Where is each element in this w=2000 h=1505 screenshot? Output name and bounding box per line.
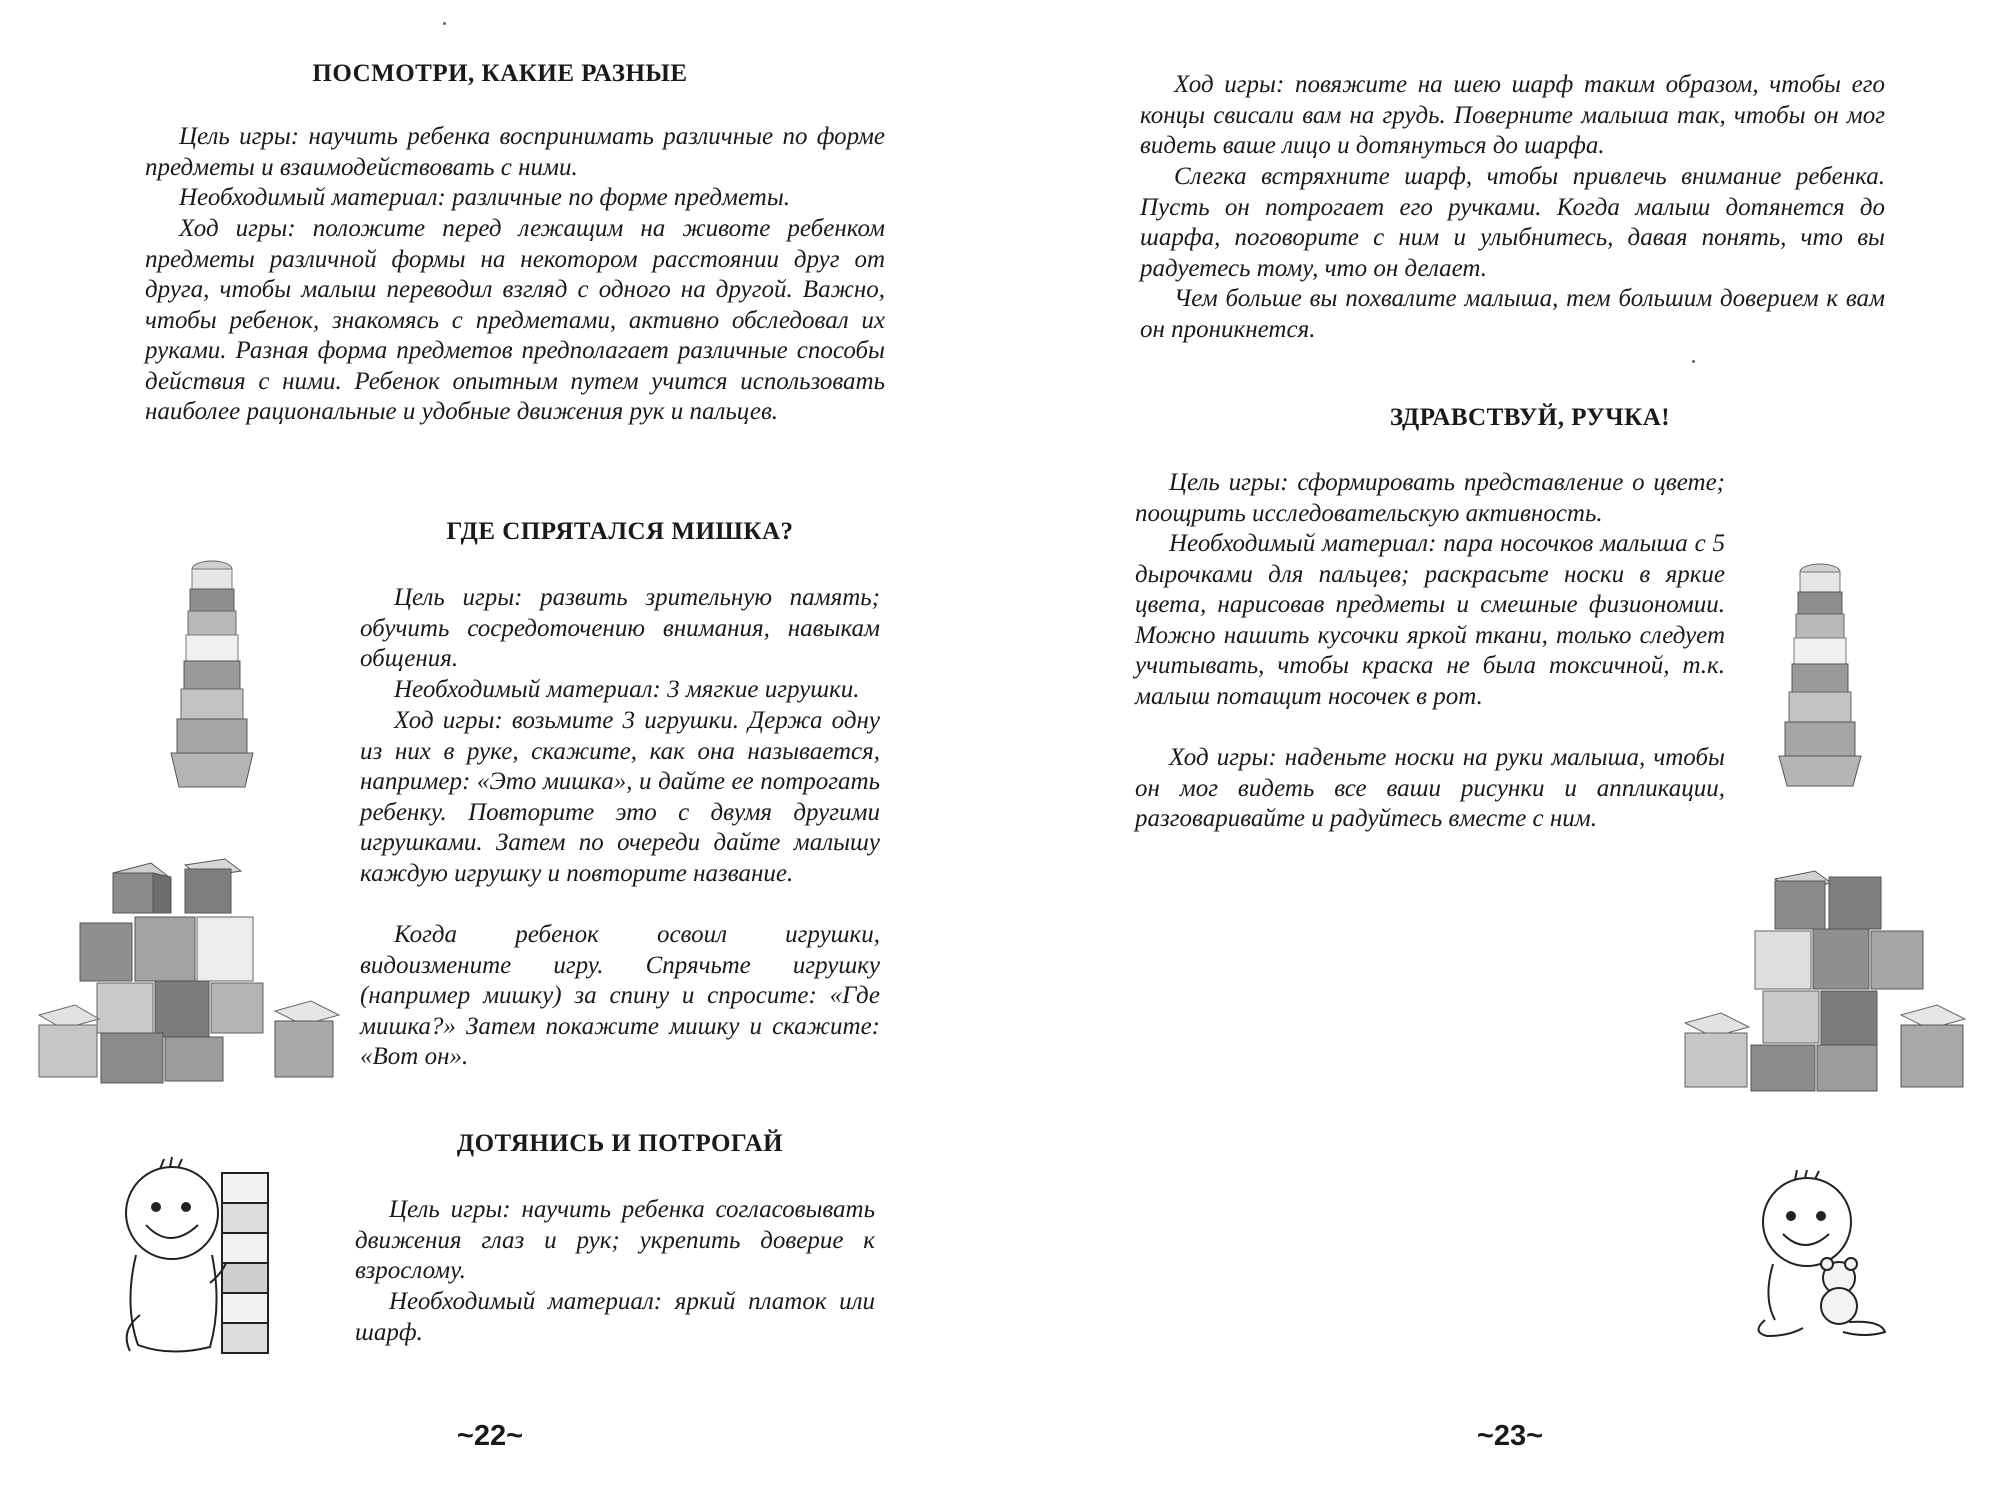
paragraph: Необходимый материал: различные по форме предметы. bbox=[179, 184, 791, 211]
paragraph: Цель игры: научить ребенка согласовывать движения глаз и рук; укрепить доверие к взрослому. bbox=[355, 1196, 875, 1284]
ring-tower-icon bbox=[165, 555, 260, 790]
paragraph: Необходимый материал: пара носочков малыша с 5 дырочками для пальцев; раскрасьте носки в яркие цвета, нарисовав предметы и смешные физиономии. Можно нашить кусочки яркой ткани, только следует учитывать, чтобы краска не была токсичной, т.к. малыш потащит носочек в рот. bbox=[1135, 530, 1725, 710]
section-title-zdravstvuy: ЗДРАВСТВУЙ, РУЧКА! bbox=[1389, 404, 1671, 431]
page-number: ~23~ bbox=[1476, 1420, 1544, 1452]
paragraph: Чем больше вы похвалите малыша, тем большим доверием к вам он проникнется. bbox=[1140, 285, 1885, 343]
paragraph: Необходимый материал: 3 мягкие игрушки. bbox=[394, 676, 860, 703]
paragraph: Когда ребенок освоил игрушки, видоизмените игру. Спрячьте игрушку (например мишку) за спину и спросите: «Где мишка?» Затем покажите мишку и скажите: «Вот он». bbox=[360, 921, 880, 1070]
baby-with-blocks-icon bbox=[110, 1155, 310, 1360]
paragraph: Ход игры: наденьте носки на руки малыша, чтобы он мог видеть все ваши рисунки и аппликации, разговаривайте и радуйтесь вместе с ним. bbox=[1135, 744, 1725, 832]
section-title-gde-mishka: ГДЕ СПРЯТАЛСЯ МИШКА? bbox=[446, 518, 794, 545]
paragraph: Ход игры: возьмите 3 игрушки. Держа одну из них в руке, скажите, как она называется, например: «Это мишка», и дайте ее потрогать ребенку. Повторите это с двумя другими игрушками. Затем по очереди дайте малышу каждую игрушку и повторите название. bbox=[360, 707, 880, 887]
page-number: ~22~ bbox=[456, 1420, 524, 1452]
paragraph: Ход игры: повяжите на шею шарф таким образом, чтобы его концы свисали вам на грудь. Поверните малыша так, чтобы он мог видеть ваше лицо и дотянуться до шарфа. bbox=[1140, 71, 1885, 159]
paragraph: Цель игры: развить зрительную память; обучить сосредоточению внимания, навыкам общения. bbox=[360, 584, 880, 672]
paragraph: Цель игры: научить ребенка воспринимать различные по форме предметы и взаимодействовать с ними. bbox=[145, 123, 885, 181]
paragraph: Слегка встряхните шарф, чтобы привлечь внимание ребенка. Пусть он потрогает его ручками. Когда малыш дотянется до шарфа, поговорите с ним и улыбнитесь, давая понять, что вы радуетесь тому, что он делает. bbox=[1140, 163, 1885, 282]
section-title-dotyanis: ДОТЯНИСЬ И ПОТРОГАЙ bbox=[456, 1130, 784, 1157]
paragraph: Цель игры: сформировать представление о цвете; поощрить исследовательскую активность. bbox=[1135, 469, 1725, 527]
baby-with-teddy-icon bbox=[1745, 1170, 1895, 1340]
toy-blocks-icon bbox=[1665, 865, 1975, 1095]
toy-blocks-icon bbox=[35, 855, 345, 1085]
section-title-posmotri: ПОСМОТРИ, КАКИЕ РАЗНЫЕ bbox=[312, 60, 688, 87]
right-page bbox=[1000, 0, 2000, 1505]
paragraph: Ход игры: положите перед лежащим на животе ребенком предметы различной формы на некотором расстоянии друг от друга, чтобы малыш переводил взгляд с одного на другой. Важно, чтобы ребенок, знакомясь с предметами, активно обследовал их руками. Разная форма предметов предполагает различные способы действия с ними. Ребенок опытным путем учится использовать наиболее рациональные и удобные движения рук и пальцев. bbox=[145, 215, 885, 425]
ring-tower-icon bbox=[1773, 558, 1868, 788]
paragraph: Необходимый материал: яркий платок или шарф. bbox=[355, 1288, 875, 1346]
